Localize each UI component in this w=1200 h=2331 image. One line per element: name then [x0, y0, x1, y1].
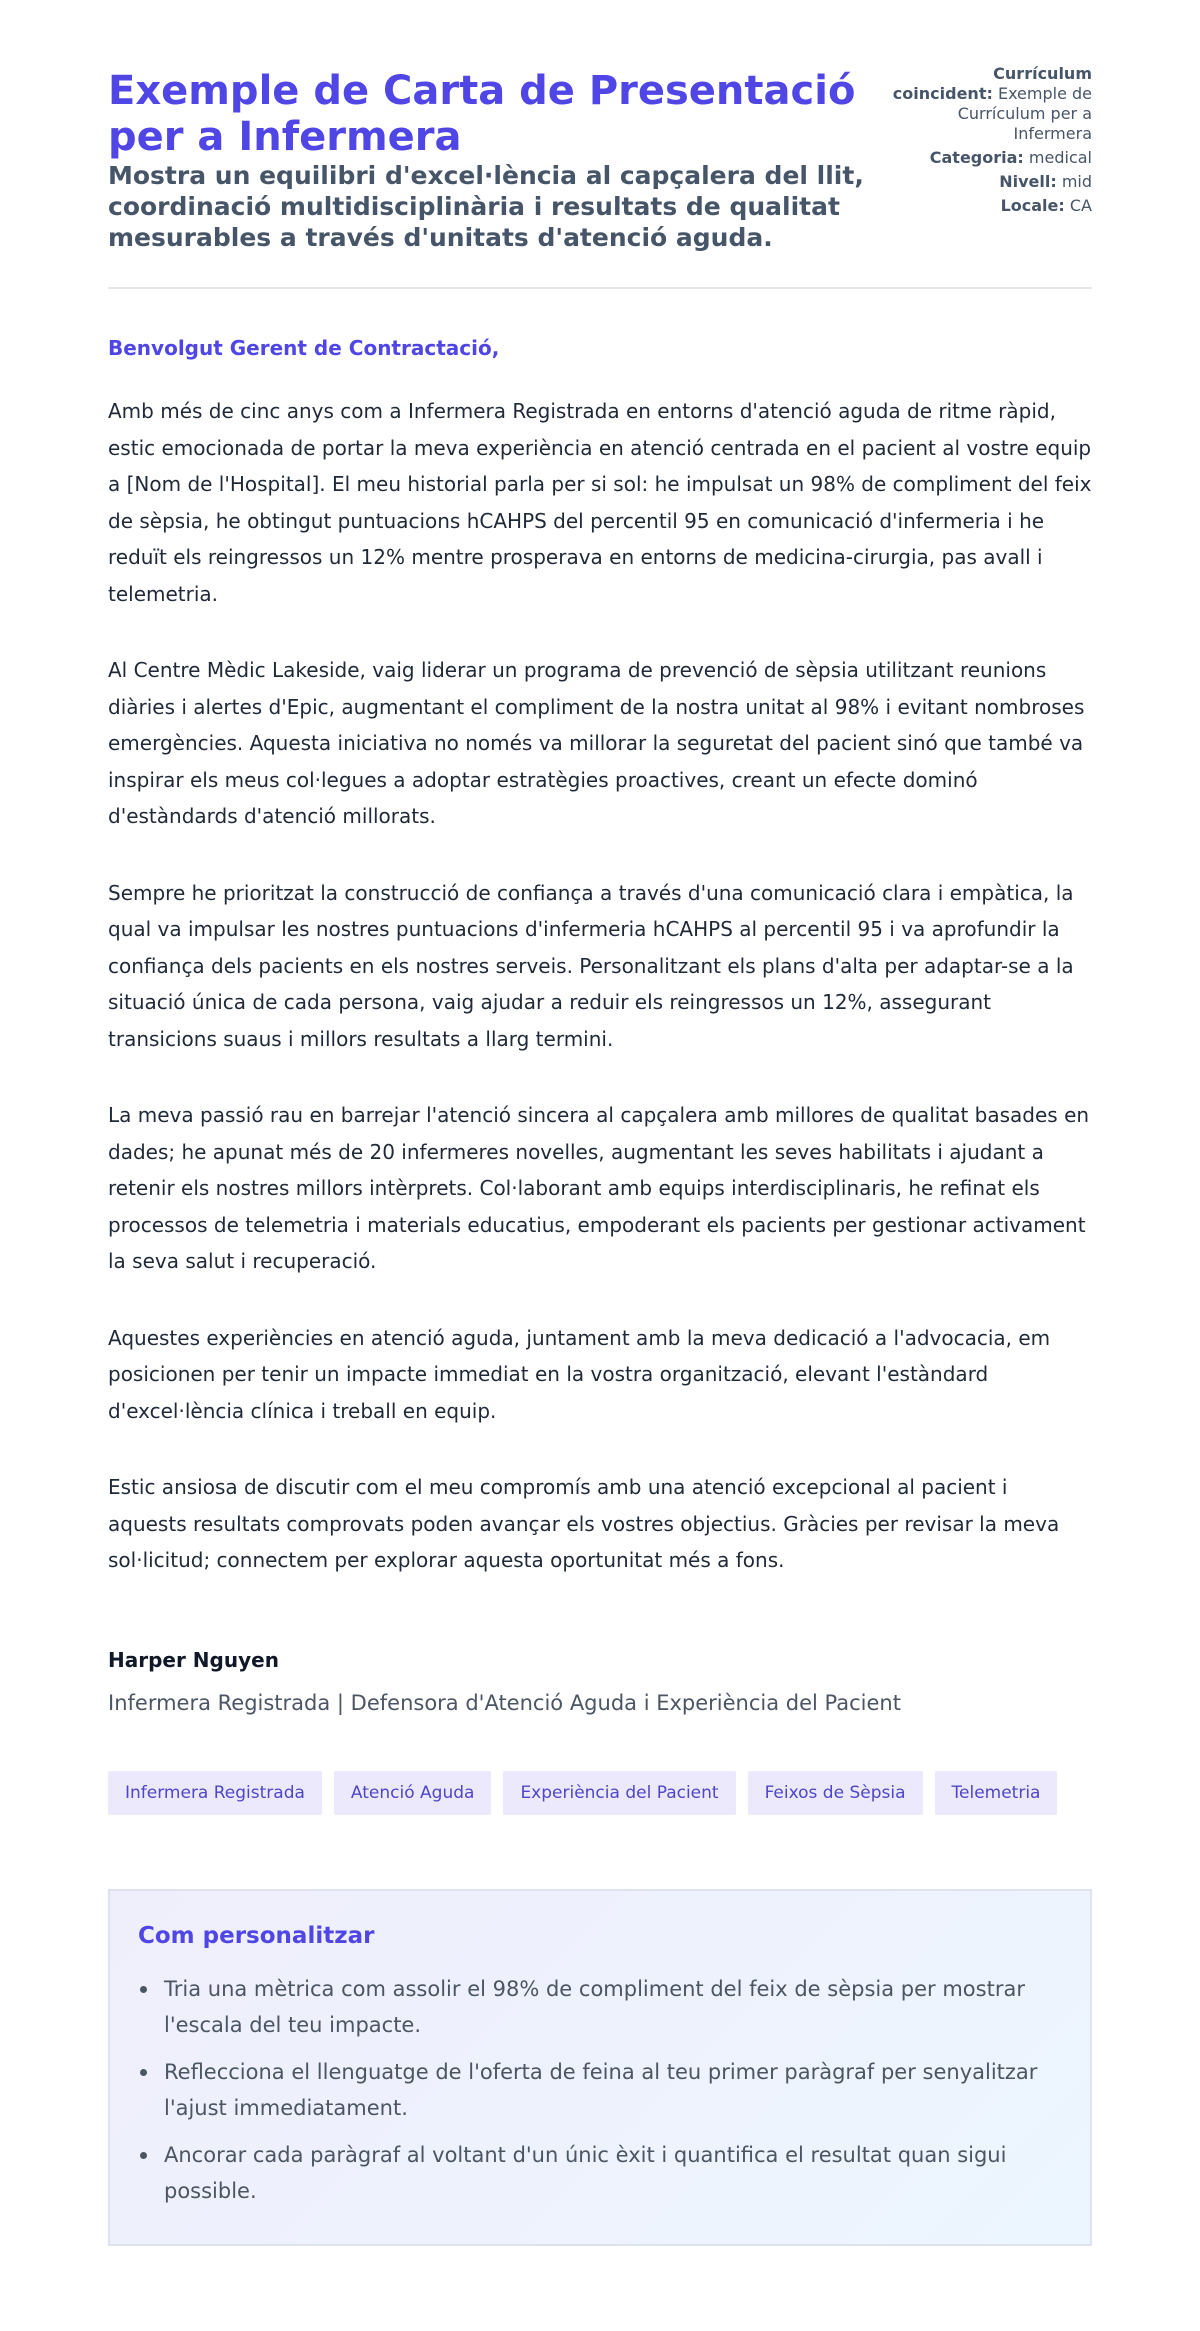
meta-level-label: Nivell:: [999, 172, 1057, 191]
bullet-icon: [140, 2152, 147, 2159]
tag-patient-experience: Experiència del Pacient: [503, 1771, 735, 1815]
signature-block: [108, 1647, 1092, 1717]
tips-title: Com personalitzar: [138, 1922, 375, 1949]
signature-title: Infermera Registrada | Defensora d'Atenció Aguda i Experiència del Pacient: [108, 1690, 901, 1715]
meta-level: [892, 172, 1092, 192]
meta-locale: [892, 196, 1092, 216]
customization-tips-box: [108, 1889, 1092, 2246]
meta-matching-resume: [892, 64, 1092, 144]
tag-registered-nurse: Infermera Registrada: [108, 1771, 322, 1815]
page-title: Exemple de Carta de Presentació per a Infermera: [108, 68, 856, 160]
tip-text: Reflecciona el llenguatge de l'oferta de feina al teu primer paràgraf per senyalitzar l'ajust immediatament.: [164, 2059, 1038, 2120]
tip-item: [138, 1971, 1062, 2044]
tip-item: [138, 2054, 1062, 2127]
tip-text: Ancorar cada paràgraf al voltant d'un únic èxit i quantifica el resultat quan sigui possible.: [164, 2142, 1007, 2203]
tip-text: Tria una mètrica com assolir el 98% de compliment del feix de sèpsia per mostrar l'escala del teu impacte.: [164, 1976, 1025, 2037]
page-subtitle: Mostra un equilibri d'excel·lència al capçalera del llit, coordinació multidisciplinària i resultats de qualitat mesurables a través d'unitats d'atenció aguda.: [108, 161, 864, 252]
meta-locale-label: Locale:: [1000, 196, 1065, 215]
meta-matching-resume-value: Exemple de Currículum per a Infermera: [957, 84, 1092, 143]
skill-tags: [108, 1771, 1092, 1815]
tag-acute-care: Atenció Aguda: [334, 1771, 492, 1815]
tip-item: [138, 2137, 1062, 2210]
letter-paragraph: Estic ansiosa de discutir com el meu compromís amb una atenció excepcional al pacient i aquests resultats comprovats poden avançar els vostres objectius. Gràcies per revisar la meva sol·licitud; connectem per explorar aquesta oportunitat més a fons.: [108, 1475, 1060, 1572]
bullet-icon: [140, 1986, 147, 1993]
tag-telemetry: Telemetria: [935, 1771, 1058, 1815]
meta-category-label: Categoria:: [929, 148, 1024, 167]
letter-paragraphs: [108, 393, 1092, 1579]
tips-list: [138, 1971, 1062, 2210]
letter-paragraph: Aquestes experiències en atenció aguda, juntament amb la meva dedicació a l'advocacia, em posicionen per tenir un impacte immediat en la vostra organització, elevant l'estàndard d'excel·lència clínica i treball en equip.: [108, 1325, 1051, 1423]
meta-locale-value: CA: [1069, 196, 1092, 215]
letter-paragraph: Al Centre Mèdic Lakeside, vaig liderar un programa de prevenció de sèpsia utilitzant reunions diàries i alertes d'Epic, augmentant el compliment de la nostra unitat al 98% i evitant nombroses emergències. Aquesta iniciativa no només va millorar la seguretat del pacient sinó que també va inspirar els meus col·legues a adoptar estratègies proactives, creant un efecte dominó d'estàndards d'atenció millorats.: [108, 658, 1085, 828]
letter-body: [108, 335, 1092, 1579]
meta-matching-resume-label: Currículum coincident:: [892, 64, 1092, 103]
bullet-icon: [140, 2069, 147, 2076]
letter-paragraph: Amb més de cinc anys com a Infermera Registrada en entorns d'atenció aguda de ritme ràpid, estic emocionada de portar la meva experiència en atenció centrada en el pacient al vostre equip a [Nom de l'Hospital]. El meu historial parla per si sol: he impulsat un 98% de compliment del feix de sèpsia, he obtingut puntuacions hCAHPS del percentil 95 en comunicació d'infermeria i he reduït els reingressos un 12% mentre prosperava en entorns de medicina-cirurgia, pas avall i telemetria.: [108, 399, 1092, 606]
letter-paragraph: La meva passió rau en barrejar l'atenció sincera al capçalera amb millores de qualitat basades en dades; he apunat més de 20 infermeres novelles, augmentant les seves habilitats i ajudant a retenir els nostres millors intèrprets. Col·laborant amb equips interdisciplinaris, he refinat els processos de telemetria i materials educatius, empoderant els pacients per gestionar activament la seva salut i recuperació.: [108, 1103, 1090, 1273]
header-titles: [108, 64, 878, 253]
meta-category-value: medical: [1028, 148, 1092, 167]
letter-greeting: Benvolgut Gerent de Contractació,: [108, 336, 500, 360]
signature-name: Harper Nguyen: [108, 1647, 279, 1672]
meta-category: [892, 148, 1092, 168]
letter-paragraph: Sempre he prioritzat la construcció de confiança a través d'una comunicació clara i empàtica, la qual va impulsar les nostres puntuacions d'infermeria hCAHPS al percentil 95 i va aprofundir la confiança dels pacients en els nostres serveis. Personalitzant els plans d'alta per adaptar-se a la situació única de cada persona, vaig ajudar a reduir els reingressos un 12%, assegurant transicions suaus i millors resultats a llarg termini.: [108, 880, 1074, 1051]
page-header: [108, 64, 1092, 289]
metadata-panel: [892, 64, 1092, 220]
meta-level-value: mid: [1061, 172, 1092, 191]
tag-sepsis-bundles: Feixos de Sèpsia: [748, 1771, 923, 1815]
